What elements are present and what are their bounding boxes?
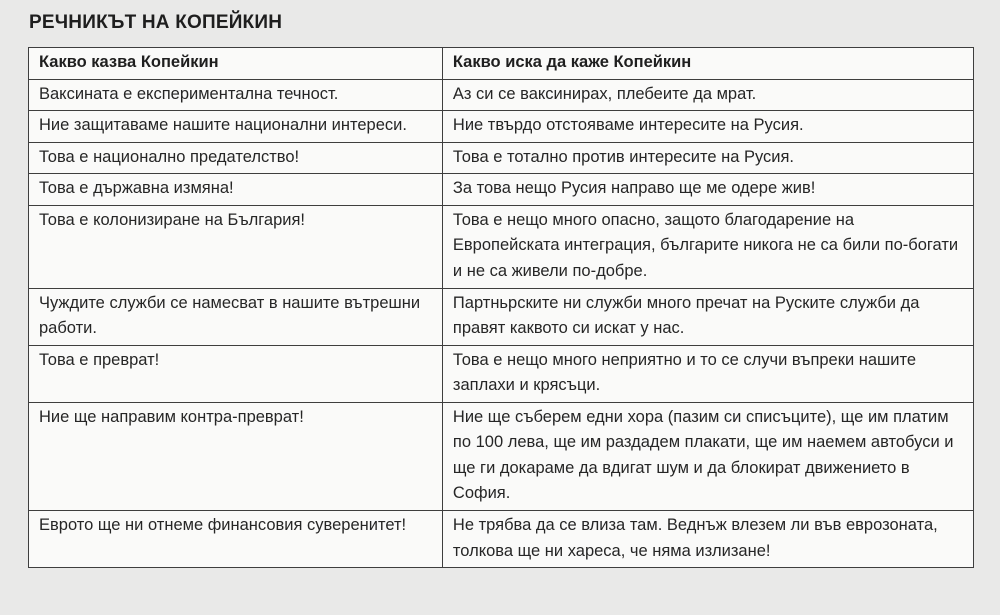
table-cell: Ние защитаваме нашите национални интереси. bbox=[29, 111, 443, 143]
table-cell: Ние ще направим контра-преврат! bbox=[29, 402, 443, 510]
table-row bbox=[29, 288, 974, 345]
table-row bbox=[29, 205, 974, 288]
table-cell: Не трябва да се влиза там. Веднъж влезем ли във еврозоната, толкова ще ни хареса, че няма излизане! bbox=[442, 511, 973, 568]
table-cell: Аз си се ваксинирах, плебеите да мрат. bbox=[442, 79, 973, 111]
table-cell: Това е нещо много опасно, защото благодарение на Европейската интеграция, българите никога не са били по-богати и не са живели по-добре. bbox=[442, 205, 973, 288]
column-header-what-he-means: Какво иска да каже Копейкин bbox=[442, 48, 973, 80]
kopeykin-dictionary-table bbox=[28, 47, 974, 568]
table-row bbox=[29, 402, 974, 510]
column-header-what-he-says: Какво казва Копейкин bbox=[29, 48, 443, 80]
table-cell: Партньрските ни служби много пречат на Руските служби да правят каквото си искат у нас. bbox=[442, 288, 973, 345]
table-cell: Това е преврат! bbox=[29, 345, 443, 402]
table-row bbox=[29, 142, 974, 174]
table-body bbox=[29, 79, 974, 568]
table-cell: Това е национално предателство! bbox=[29, 142, 443, 174]
table-row bbox=[29, 345, 974, 402]
table-header-row bbox=[29, 48, 974, 80]
table-row bbox=[29, 111, 974, 143]
table-cell: Чуждите служби се намесват в нашите вътрешни работи. bbox=[29, 288, 443, 345]
table-cell: Ваксината е експериментална течност. bbox=[29, 79, 443, 111]
table-cell: Това е тотално против интересите на Русия. bbox=[442, 142, 973, 174]
table-cell: Ние твърдо отстояваме интересите на Русия. bbox=[442, 111, 973, 143]
table-cell: За това нещо Русия направо ще ме одере жив! bbox=[442, 174, 973, 206]
table-cell: Ние ще съберем едни хора (пазим си списъците), ще им платим по 100 лева, ще им раздадем плакати, ще им наемем автобуси и ще ги докараме да вдигат шум и да блокират движението в София. bbox=[442, 402, 973, 510]
table-row bbox=[29, 511, 974, 568]
table-cell: Еврото ще ни отнеме финансовия суверенитет! bbox=[29, 511, 443, 568]
table-row bbox=[29, 79, 974, 111]
table-cell: Това е колонизиране на България! bbox=[29, 205, 443, 288]
page-title: РЕЧНИКЪТ НА КОПЕЙКИН bbox=[29, 12, 283, 33]
table-row bbox=[29, 174, 974, 206]
table-cell: Това е държавна измяна! bbox=[29, 174, 443, 206]
table-cell: Това е нещо много неприятно и то се случи въпреки нашите заплахи и крясъци. bbox=[442, 345, 973, 402]
